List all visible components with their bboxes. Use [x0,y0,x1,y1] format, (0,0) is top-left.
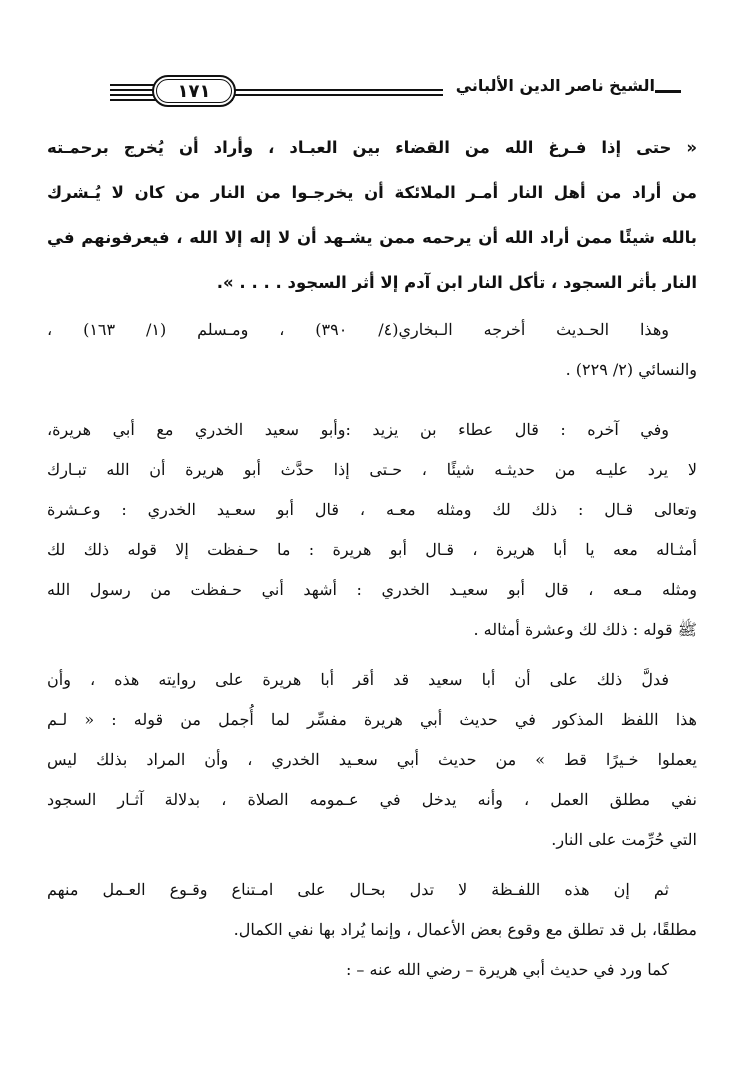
text-line: النار بأثر السجود ، تأكل النار ابن آدم إلا أثر السجود . . . . ». [216,273,697,292]
text-line: والنسائي (٢/ ٢٢٩) . [565,360,697,379]
text-line: من أراد من أهل النار أمـر الملائكة أن يخرجـوا من النار من كان لا يُـشرك [47,183,697,202]
body-text [47,128,697,1008]
text-line: ومثله مـعه ، قال أبو سعيـد الخدري : أشهد أني حـفظت من رسول الله [47,580,697,599]
text-line: نفي مطلق العمل ، وأنه يدخل في عـمومه الصلاة ، بدلالة آثـار السجود [47,790,697,809]
text-line: وتعالى قـال : ذلك لك ومثله معـه ، قال أبو سعـيد الخدري : وعـشرة [47,500,698,519]
text-line: التي حُرِّمت على النار. [551,830,697,849]
text-line: لا يرد عليـه من حديثـه شيئًا ، حـتى إذا حدَّث أبو هريرة أن الله تبـارك [47,460,697,479]
text-line: يعملوا خـيرًا قط » من حديث أبي سعـيد الخدري ، وأن المراد بذلك ليس [47,750,697,769]
page-number: ١٧١ [152,75,236,107]
text-line: وهذا الحـديث أخرجه الـبخاري(٤/ ٣٩٠) ، ومـسلم (١/ ١٦٣) ، [47,320,669,339]
header-dash [655,90,681,93]
text-line: ﷺ قوله : ذلك لك وعشرة أمثاله . [473,620,697,639]
text-line: مطلقًا، بل قد تطلق مع وقوع بعض الأعمال ، وإنما يُراد بها نفي الكمال. [233,920,697,939]
text-line: أمثـاله معه يا أبا هريرة ، قـال أبو هريرة : ما حـفظت إلا قوله ذلك لك [47,540,698,559]
header-title: الشيخ ناصر الدين الألباني [455,76,655,95]
header-rule [235,94,443,96]
text-line: بالله شيئًا ممن أراد الله أن يرحمه ممن يشـهد أن لا إله إلا الله ، فيعرفونهم في [47,228,697,247]
text-line: هذا اللفظ المذكور في حديث أبي هريرة مفسِّر لما أُجمل من قوله : « لـم [47,710,697,729]
header-rule [235,89,443,91]
text-line: « حتى إذا فـرغ الله من القضاء بين العبـاد ، وأراد أن يُخرج برحمـته [47,138,697,157]
text-line: كما ورد في حديث أبي هريرة – رضي الله عنه – : [345,960,669,979]
text-line: وفي آخره : قال عطاء بن يزيد :وأبو سعيد الخدري مع أبي هريرة، [47,420,669,439]
text-line: فدلَّ ذلك على أن أبا سعيد قد أقر أبا هريرة على روايته هذه ، وأن [47,670,669,689]
text-line: ثم إن هذه اللفـظة لا تدل بحـال على امـتناع وقـوع العـمل منهم [47,880,669,899]
